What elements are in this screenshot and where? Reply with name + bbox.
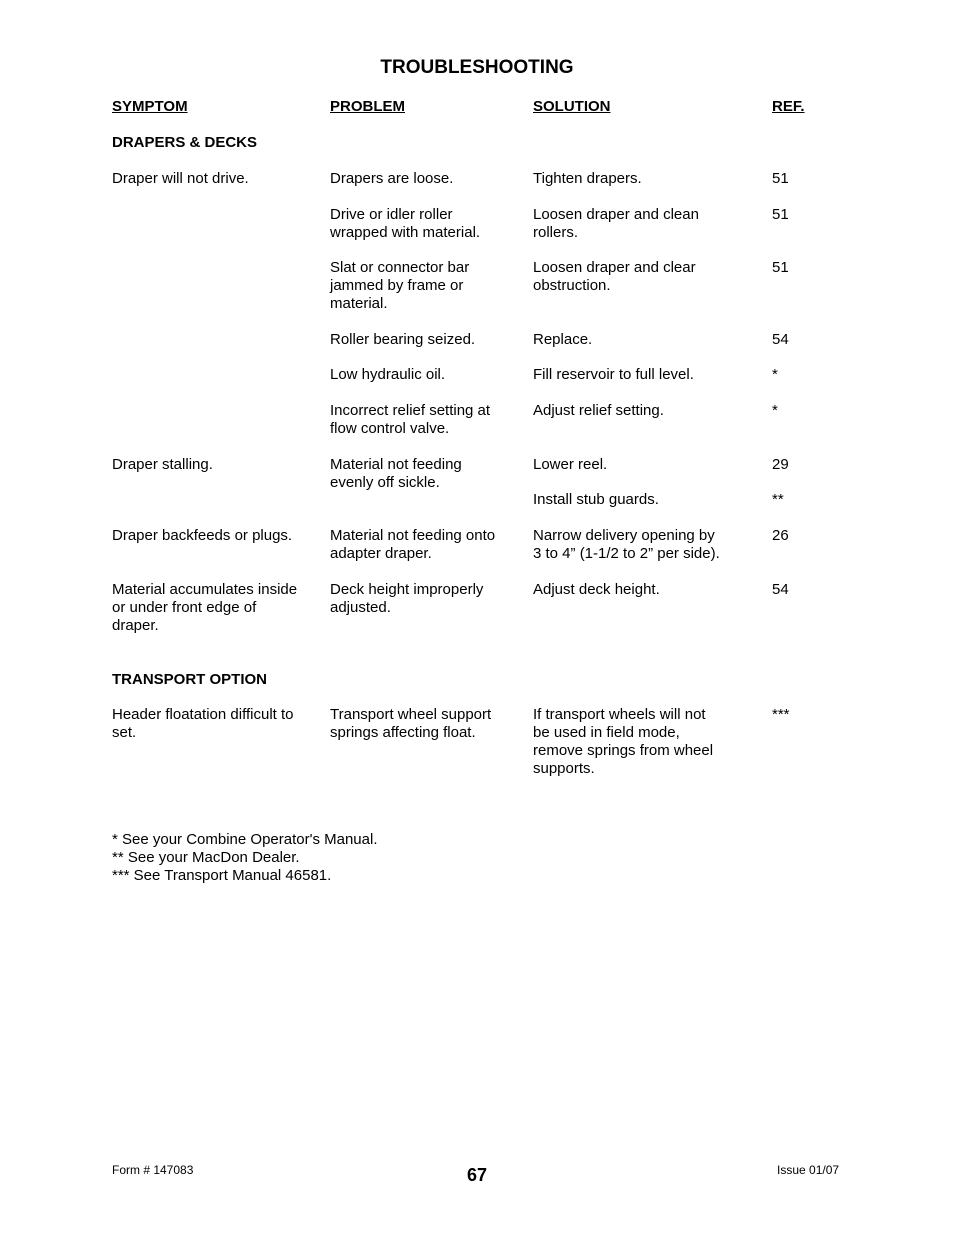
header-problem: PROBLEM	[330, 98, 405, 115]
row-ref: 51	[772, 170, 789, 187]
row-problem: Material not feeding onto adapter draper.	[330, 527, 496, 562]
row-ref: *	[772, 366, 778, 383]
form-number: Form # 147083	[112, 1163, 194, 1177]
row-problem: Material not feeding evenly off sickle.	[330, 456, 462, 491]
footnotes	[112, 831, 378, 885]
page-title: TROUBLESHOOTING	[380, 57, 574, 78]
row-ref: 29	[772, 456, 789, 473]
row-ref: *	[772, 402, 778, 419]
row-ref: 51	[772, 259, 789, 276]
row-solution: Tighten drapers.	[533, 170, 642, 187]
row-ref: **	[772, 491, 784, 508]
row-solution: Adjust relief setting.	[533, 402, 664, 419]
section-title-drapers-decks: DRAPERS & DECKS	[112, 134, 258, 151]
footnote: *** See Transport Manual 46581.	[112, 867, 332, 884]
row-ref: 51	[772, 206, 789, 223]
row-ref: 54	[772, 331, 789, 348]
row-symptom: Material accumulates inside or under front edge of draper.	[112, 581, 298, 634]
row-ref: ***	[772, 706, 790, 723]
row-problem: Slat or connector bar jammed by frame or material.	[330, 259, 470, 312]
row-problem: Deck height improperly adjusted.	[330, 581, 484, 616]
footnote: * See your Combine Operator's Manual.	[112, 831, 378, 848]
row-solution: Loosen draper and clean rollers.	[533, 206, 699, 241]
row-problem: Drive or idler roller wrapped with material.	[330, 206, 481, 241]
section-title-transport-option: TRANSPORT OPTION	[112, 671, 268, 688]
row-ref: 54	[772, 581, 789, 598]
row-solution: If transport wheels will not be used in field mode, remove springs from wheel supports.	[533, 706, 714, 777]
row-solution: Loosen draper and clear obstruction.	[533, 259, 696, 294]
row-symptom: Draper stalling.	[112, 456, 213, 473]
row-problem: Drapers are loose.	[330, 170, 454, 187]
row-problem: Incorrect relief setting at flow control valve.	[330, 402, 491, 437]
row-solution: Install stub guards.	[533, 491, 659, 508]
header-solution: SOLUTION	[533, 98, 611, 115]
row-solution: Replace.	[533, 331, 593, 348]
issue-date: Issue 01/07	[777, 1163, 840, 1177]
row-solution: Adjust deck height.	[533, 581, 660, 598]
row-symptom: Header floatation difficult to set.	[112, 706, 294, 741]
row-symptom: Draper will not drive.	[112, 170, 249, 187]
row-problem: Low hydraulic oil.	[330, 366, 446, 383]
row-solution: Narrow delivery opening by 3 to 4” (1-1/2 to 2” per side).	[533, 527, 720, 562]
row-problem: Roller bearing seized.	[330, 331, 476, 348]
page-number: 67	[466, 1165, 488, 1185]
row-solution: Lower reel.	[533, 456, 608, 473]
header-ref: REF.	[772, 98, 805, 115]
row-symptom: Draper backfeeds or plugs.	[112, 527, 293, 544]
row-problem: Transport wheel support springs affecting float.	[330, 706, 492, 741]
header-symptom: SYMPTOM	[112, 98, 188, 115]
footnote: ** See your MacDon Dealer.	[112, 849, 300, 866]
row-ref: 26	[772, 527, 789, 544]
row-solution: Fill reservoir to full level.	[533, 366, 694, 383]
